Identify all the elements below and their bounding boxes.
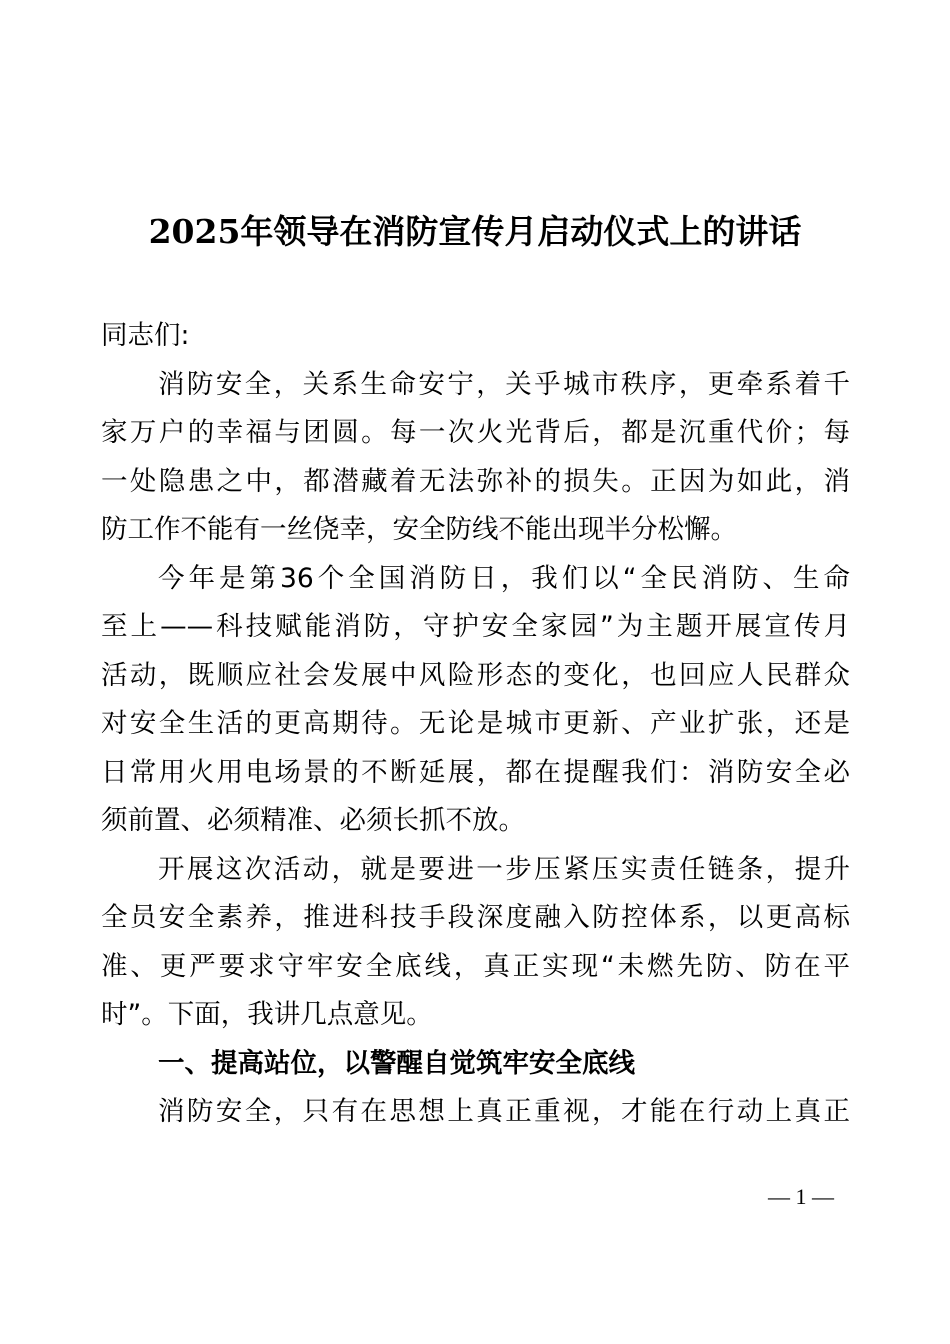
- paragraph-line: 须前置、必须精准、必须长抓不放。: [101, 805, 525, 836]
- document-title: 2025年领导在消防宣传月启动仪式上的讲话: [148, 212, 802, 251]
- page-number: — 1 —: [768, 1184, 834, 1209]
- paragraph-line: 开展这次活动，就是要进一步压紧压实责任链条，提升: [158, 853, 850, 885]
- paragraph-line: 全员安全素养，推进科技手段深度融入防控体系，以更高标: [101, 902, 850, 933]
- paragraph-line: 消防安全，关系生命安宁，关乎城市秩序，更牵系着千: [158, 368, 850, 400]
- paragraph-3: [101, 846, 850, 1040]
- paragraph-2: [101, 555, 850, 846]
- document-body: [101, 312, 850, 1137]
- paragraph-1: [101, 361, 850, 555]
- paragraph-line: 准、更严要求守牢安全底线，真正实现“未燃先防、防在平: [101, 950, 850, 982]
- paragraph-line: 至上——科技赋能消防，守护安全家园”为主题开展宣传月: [101, 611, 850, 642]
- section-heading: 一、提高站位，以警醒自觉筑牢安全底线: [158, 1047, 635, 1079]
- salutation: 同志们:: [101, 320, 190, 351]
- paragraph-line: 日常用火用电场景的不断延展，都在提醒我们：消防安全必: [101, 756, 850, 788]
- paragraph-line: 消防安全，只有在思想上真正重视，才能在行动上真正: [158, 1096, 850, 1127]
- paragraph-line: 对安全生活的更高期待。无论是城市更新、产业扩张，还是: [101, 708, 850, 739]
- paragraph-line: 今年是第36个全国消防日，我们以“全民消防、生命: [158, 562, 850, 594]
- paragraph-line: 活动，既顺应社会发展中风险形态的变化，也回应人民群众: [101, 659, 850, 691]
- paragraph-line: 防工作不能有一丝侥幸，安全防线不能出现半分松懈。: [101, 514, 737, 545]
- paragraph-line: 时”。下面，我讲几点意见。: [101, 999, 433, 1030]
- paragraph-line: 家万户的幸福与团圆。每一次火光背后，都是沉重代价；每: [101, 417, 850, 448]
- paragraph-line: 一处隐患之中，都潜藏着无法弥补的损失。正因为如此，消: [101, 465, 850, 497]
